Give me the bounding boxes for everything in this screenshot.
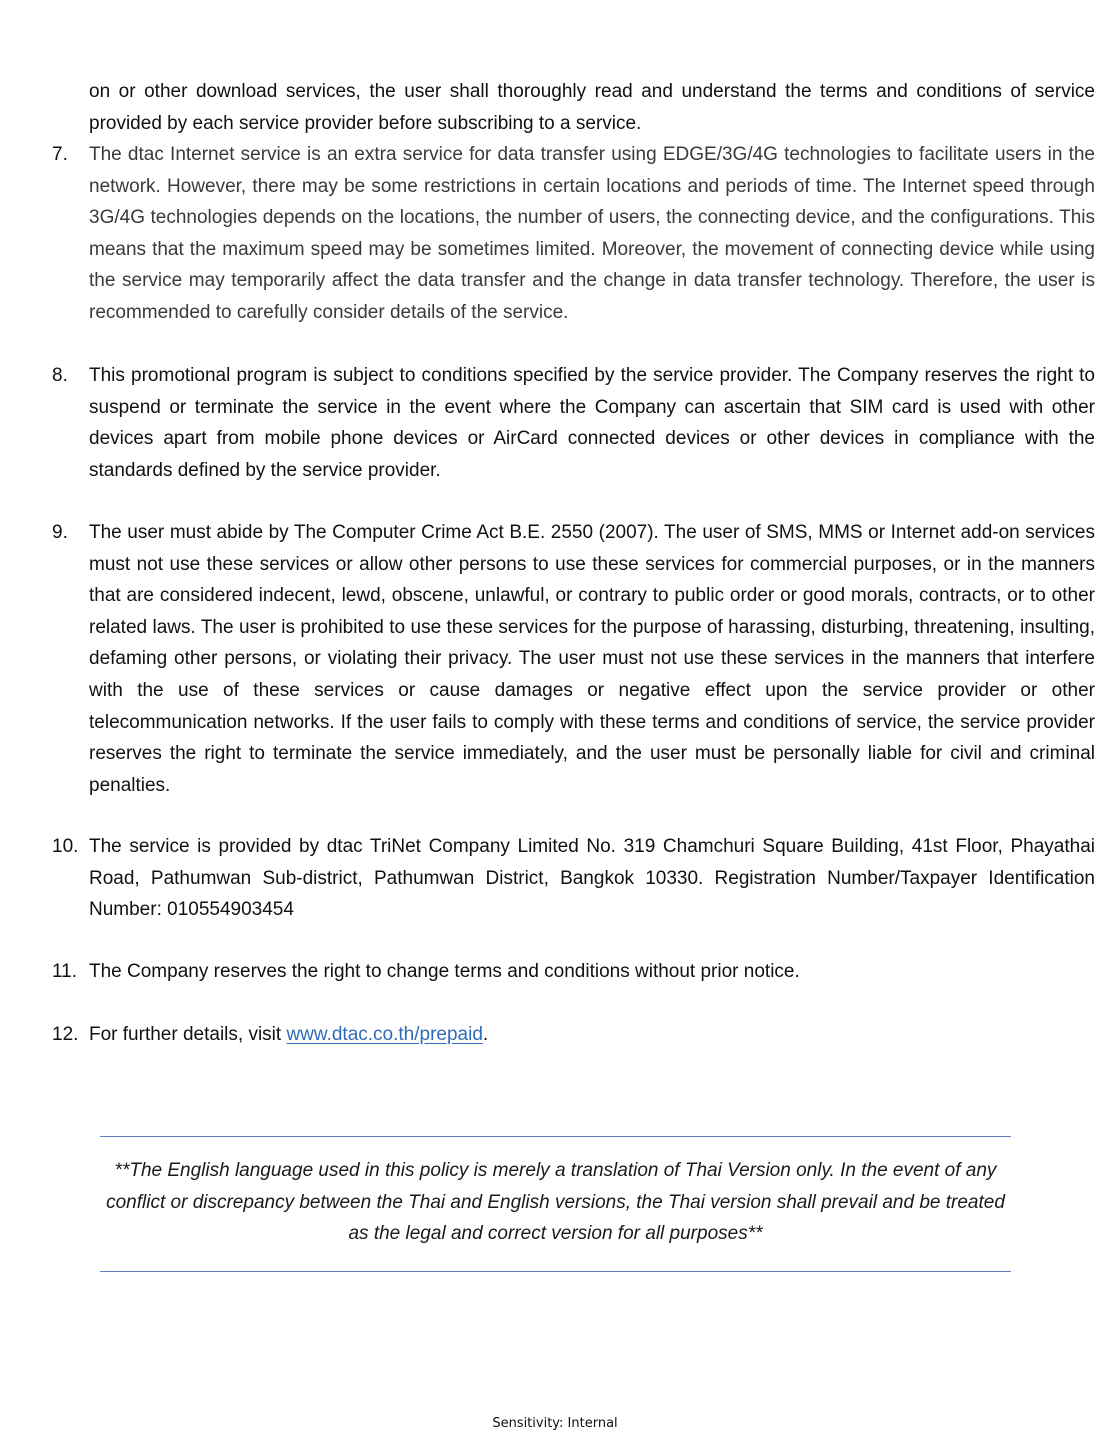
item-text: The user must abide by The Computer Crime Act B.E. 2550 (2007). The user of SMS, MMS or Internet add-on services must not use these services or allow other persons to use these services for commercial purposes, or in the manners that are considered indecent, lewd, obscene, unlawful, or contrary to public order or good morals, contracts, or to other related laws. The user is prohibited to use these services for the purpose of harassing, disturbing, threatening, insulting, defaming other persons, or violating their privacy. The user must not use these services in the manners that interfere with the use of these services or cause damages or negative effect upon the service provider or other telecommunication networks. If the user fails to comply with these terms and conditions of service, the service provider reserves the right to terminate the service immediately, and the user must be personally liable for civil and criminal penalties. (89, 522, 1095, 796)
list-item-11 (52, 956, 1095, 988)
continuation-paragraph: on or other download services, the user shall thoroughly read and understand the terms and conditions of service provided by each service provider before subscribing to a service. (89, 81, 1095, 134)
list-item-8 (52, 360, 1095, 486)
item-number: 12. (52, 1024, 79, 1045)
list-item-12 (52, 1019, 1095, 1051)
item-number: 11. (52, 961, 78, 982)
list-item-7 (52, 139, 1095, 329)
item-text: The service is provided by dtac TriNet Company Limited No. 319 Chamchuri Square Building, 41st Floor, Phayathai Road, Pathumwan Sub-district, Pathumwan District, Bangkok 10330. Registration Number/Taxpayer Identification Number: 010554903454 (89, 836, 1095, 921)
item-text-prefix: For further details, visit (89, 1024, 287, 1045)
item-number: 8. (52, 365, 68, 386)
divider-top (100, 1136, 1011, 1137)
translation-disclaimer: **The English language used in this policy is merely a translation of Thai Version only. In the event of any conflict or discrepancy between the Thai and English versions, the Thai version shall prevail and be treated as the legal and correct version for all purposes** (106, 1160, 1005, 1245)
list-item-10 (52, 831, 1095, 926)
divider-bottom (100, 1271, 1011, 1272)
item-number: 10. (52, 836, 79, 857)
item-text: The dtac Internet service is an extra service for data transfer using EDGE/3G/4G technologies to facilitate users in the network. However, there may be some restrictions in certain locations and periods of time. The Internet speed through 3G/4G technologies depends on the locations, the number of users, the connecting device, and the configurations. This means that the maximum speed may be sometimes limited. Moreover, the movement of connecting device while using the service may temporarily affect the data transfer and the change in data transfer technology. Therefore, the user is recommended to carefully consider details of the service. (89, 144, 1095, 323)
item-text-suffix: . (482, 1024, 489, 1045)
sensitivity-footer: Sensitivity: Internal (492, 1416, 618, 1431)
prepaid-link[interactable]: www.dtac.co.th/prepaid (286, 1024, 483, 1045)
list-item-9 (52, 517, 1095, 801)
item-number: 7. (52, 144, 68, 165)
item-text: This promotional program is subject to conditions specified by the service provider. The Company reserves the right to suspend or terminate the service in the event where the Company can ascertain that SIM card is used with other devices apart from mobile phone devices or AirCard connected devices or other devices in compliance with the standards defined by the service provider. (89, 365, 1095, 481)
item-number: 9. (52, 522, 68, 543)
item-text (89, 1019, 1095, 1051)
item-text: The Company reserves the right to change terms and conditions without prior notice. (89, 961, 800, 982)
